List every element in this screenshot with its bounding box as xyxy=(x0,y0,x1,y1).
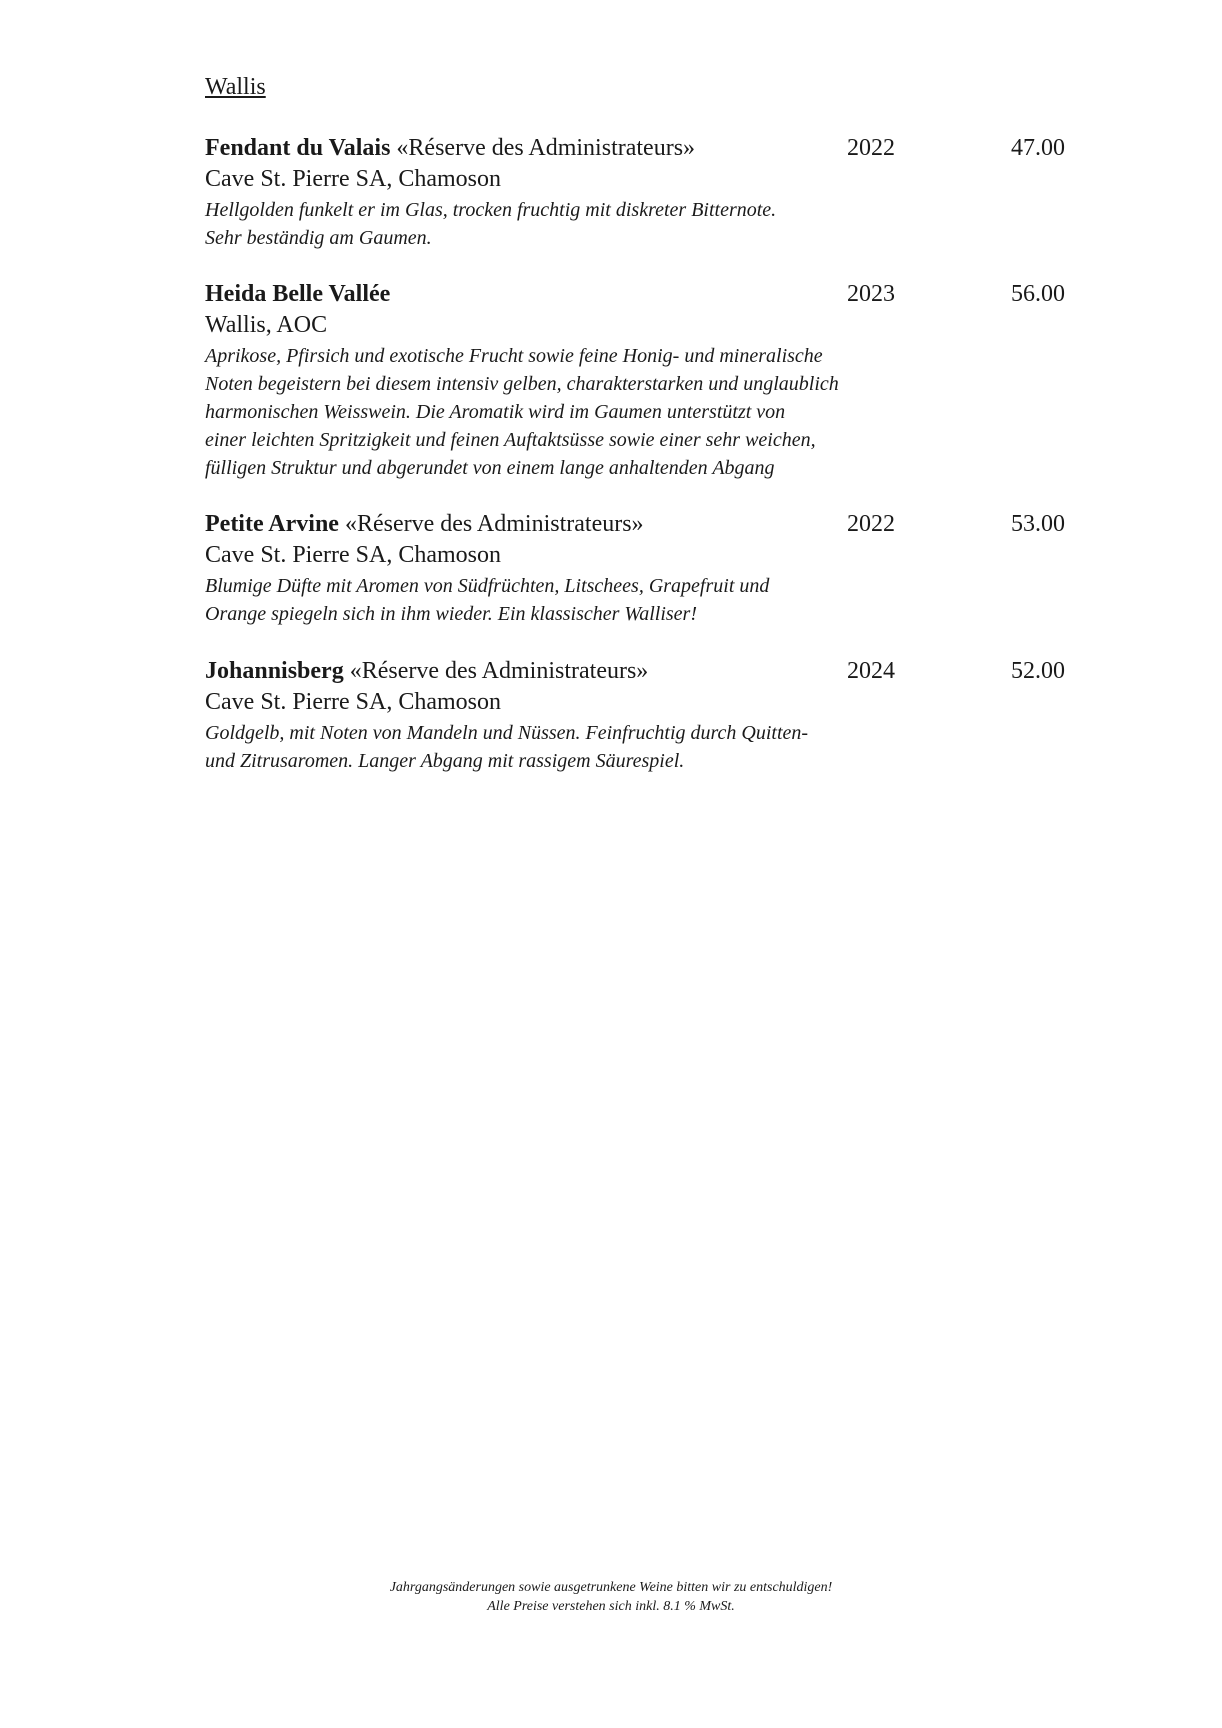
wine-name: Fendant du Valais xyxy=(205,135,391,161)
wine-name: Heida Belle Vallée xyxy=(205,281,391,307)
wine-year: 2023 xyxy=(847,281,895,307)
wine-producer: Cave St. Pierre SA, Chamoson xyxy=(205,542,501,568)
description-line: Orange spiegeln sich in ihm wieder. Ein klassischer Walliser! xyxy=(205,603,697,625)
wine-name: Johannisberg xyxy=(205,658,344,684)
description-line: Noten begeistern bei diesem intensiv gelben, charakterstarken und unglaublich xyxy=(205,373,839,395)
wine-entry-fendant xyxy=(205,132,1065,252)
description-line: harmonischen Weisswein. Die Aromatik wird im Gaumen unterstützt von xyxy=(205,401,786,423)
wine-header xyxy=(205,278,1065,310)
wine-price: 56.00 xyxy=(1011,281,1065,307)
wine-price: 47.00 xyxy=(1011,135,1065,161)
footer-note xyxy=(0,1578,1222,1616)
description-line: einer leichten Spritzigkeit und feinen Auftaktsüsse sowie einer sehr weichen, xyxy=(205,429,816,451)
region-heading: Wallis xyxy=(205,74,266,100)
wine-subtitle: «Réserve des Administrateurs» xyxy=(344,511,644,537)
wine-entry-johannisberg xyxy=(205,655,1065,775)
wine-subtitle: «Réserve des Administrateurs» xyxy=(396,135,696,161)
wine-description xyxy=(205,572,845,628)
wine-year: 2022 xyxy=(847,511,895,537)
wine-producer: Cave St. Pierre SA, Chamoson xyxy=(205,689,501,715)
wine-price: 53.00 xyxy=(1011,511,1065,537)
description-line: Blumige Düfte mit Aromen von Südfrüchten, Litschees, Grapefruit und xyxy=(205,575,770,597)
wine-producer: Cave St. Pierre SA, Chamoson xyxy=(205,166,501,192)
wine-producer: Wallis, AOC xyxy=(205,312,328,338)
footer-line: Jahrgangsänderungen sowie ausgetrunkene Weine bitten wir zu entschuldigen! xyxy=(389,1580,833,1595)
wine-header xyxy=(205,508,1065,540)
wine-year: 2022 xyxy=(847,135,895,161)
description-line: Hellgolden funkelt er im Glas, trocken fruchtig mit diskreter Bitternote. xyxy=(205,199,777,221)
wine-year: 2024 xyxy=(847,658,895,684)
wine-subtitle: «Réserve des Administrateurs» xyxy=(349,658,649,684)
description-line: Sehr beständig am Gaumen. xyxy=(205,227,432,249)
description-line: Aprikose, Pfirsich und exotische Frucht sowie feine Honig- und mineralische xyxy=(205,345,823,367)
wine-entry-petite-arvine xyxy=(205,508,1065,628)
wine-header xyxy=(205,655,1065,687)
wine-description xyxy=(205,342,845,482)
description-line: und Zitrusaromen. Langer Abgang mit rassigem Säurespiel. xyxy=(205,750,685,772)
description-line: fülligen Struktur und abgerundet von einem lange anhaltenden Abgang xyxy=(205,457,775,479)
wine-description xyxy=(205,719,845,775)
wine-header xyxy=(205,132,1065,164)
wine-price: 52.00 xyxy=(1011,658,1065,684)
description-line: Goldgelb, mit Noten von Mandeln und Nüssen. Feinfruchtig durch Quitten- xyxy=(205,722,809,744)
wine-description xyxy=(205,196,845,252)
wine-entry-heida xyxy=(205,278,1065,482)
footer-line: Alle Preise verstehen sich inkl. 8.1 % MwSt. xyxy=(487,1599,735,1614)
wine-name: Petite Arvine xyxy=(205,511,339,537)
